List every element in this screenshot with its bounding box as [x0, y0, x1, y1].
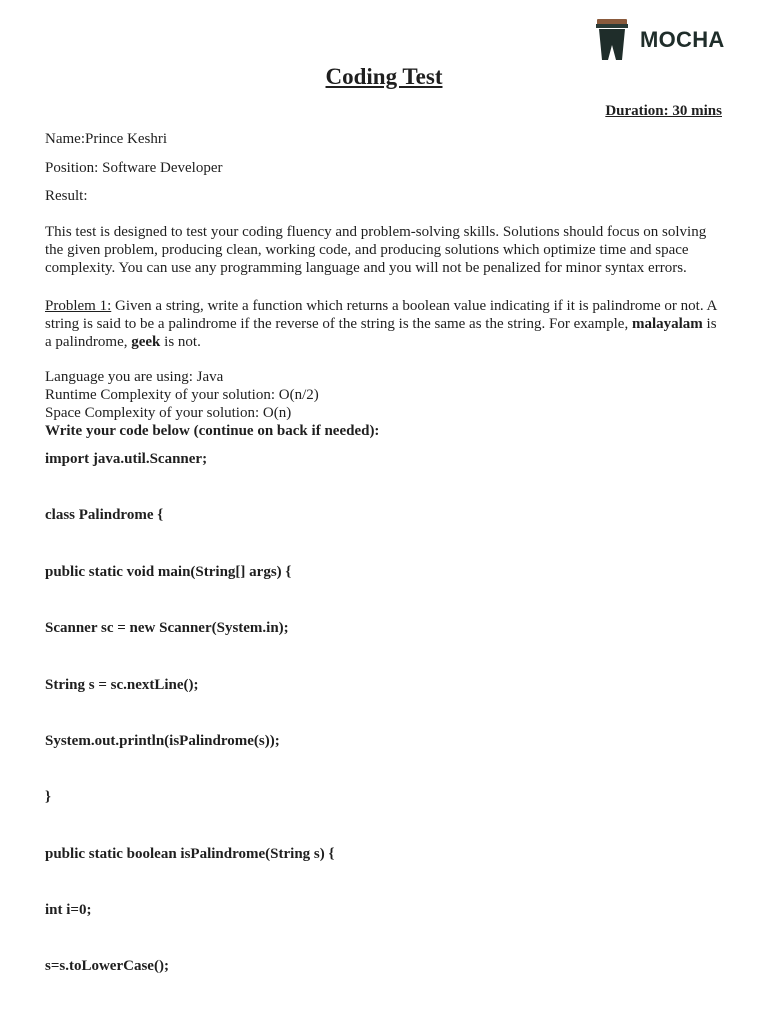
- language-line: Language you are using: Java: [45, 369, 224, 385]
- problem-text-before: Given a string, write a function which returns a boolean value indicating if it is palindrome or not. A string is said to be a palindrome if the reverse of the string is the same as the string. For example,: [45, 298, 717, 332]
- page-title: Coding Test: [325, 64, 443, 89]
- problem-text-middle: is a palindrome,: [45, 316, 717, 350]
- duration-label: Duration: 30 mins: [605, 103, 722, 119]
- code-line: class Palindrome {: [45, 507, 164, 523]
- code-line: public static boolean isPalindrome(String s) {: [45, 846, 335, 862]
- position-field: Position: Software Developer: [45, 160, 223, 176]
- non-palindrome-example: geek: [131, 334, 161, 350]
- problem-label: Problem 1:: [45, 298, 112, 314]
- code-line: public static void main(String[] args) {: [45, 564, 292, 580]
- code-line: import java.util.Scanner;: [45, 451, 208, 467]
- problem-statement: [45, 297, 725, 351]
- code-line: s=s.toLowerCase();: [45, 958, 169, 974]
- code-line: int i=0;: [45, 902, 92, 918]
- palindrome-example: malayalam: [631, 316, 703, 332]
- code-line: Scanner sc = new Scanner(System.in);: [45, 620, 289, 636]
- code-line: String s = sc.nextLine();: [45, 677, 199, 693]
- runtime-complexity-line: Runtime Complexity of your solution: O(n/2): [45, 387, 319, 403]
- code-line: }: [45, 789, 51, 805]
- space-complexity-line: Space Complexity of your solution: O(n): [45, 405, 292, 421]
- code-heading: Write your code below (continue on back if needed):: [45, 423, 380, 439]
- mocha-cup-logo-icon: [596, 19, 628, 61]
- intro-paragraph: This test is designed to test your coding fluency and problem-solving skills. Solutions should focus on solving the given problem, producing clean, working code, and producing solutions which optimize time and space complexity. You can use any programming language and you will not be penalized for minor syntax errors.: [45, 224, 707, 276]
- result-field: Result:: [45, 188, 88, 204]
- name-field: Name:Prince Keshri: [45, 131, 168, 147]
- mocha-logo: [596, 19, 725, 61]
- code-line: System.out.println(isPalindrome(s));: [45, 733, 280, 749]
- logo-text: MOCHA: [640, 27, 725, 52]
- problem-text-after: is not.: [160, 334, 201, 350]
